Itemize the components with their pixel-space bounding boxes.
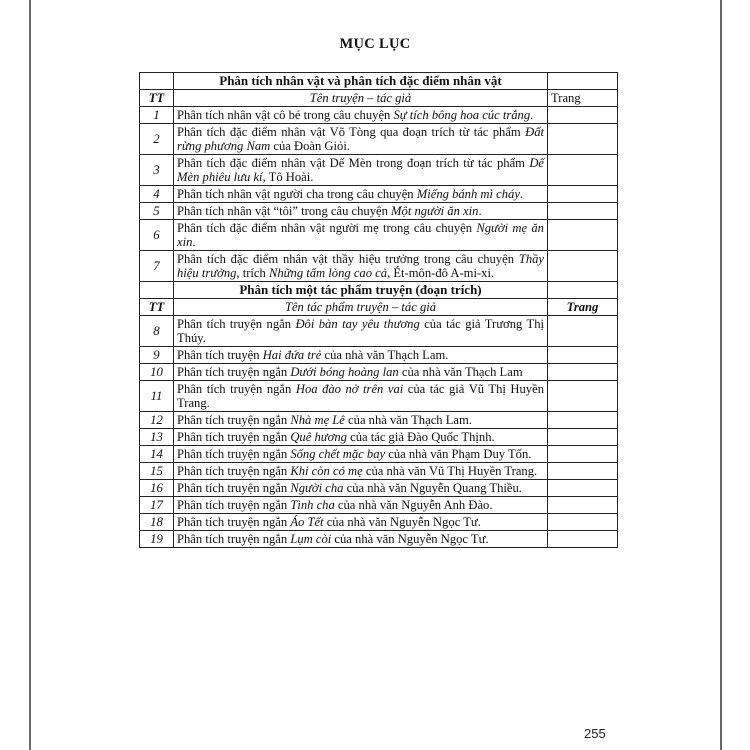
entry-title xyxy=(174,531,548,548)
entry-page xyxy=(548,186,618,203)
toc-row xyxy=(140,203,618,220)
column-title-header: Tên tác phẩm truyện – tác giả xyxy=(174,299,548,316)
entry-number: 10 xyxy=(140,364,174,381)
toc-body xyxy=(140,73,618,548)
section2-header-row xyxy=(140,299,618,316)
entry-page xyxy=(548,446,618,463)
toc-row xyxy=(140,364,618,381)
entry-text: Phân tích truyện ngắn xyxy=(177,447,291,461)
entry-page xyxy=(548,107,618,124)
entry-text: của nhà văn Nguyễn Ngọc Tư. xyxy=(331,532,489,546)
toc-row xyxy=(140,429,618,446)
work-title: Lụm còi xyxy=(290,532,332,546)
entry-text: . xyxy=(192,235,196,249)
work-title: Dế Mèn phiêu lưu kí xyxy=(177,156,544,184)
entry-text: Phân tích nhân vật người cha trong câu chuyện xyxy=(177,187,417,201)
work-title: Khi còn có mẹ xyxy=(290,464,363,478)
entry-title xyxy=(174,514,548,531)
toc-row xyxy=(140,251,618,282)
entry-page xyxy=(548,220,618,251)
entry-text: Phân tích truyện ngắn xyxy=(177,430,291,444)
work-title: Thầy hiệu trưởng xyxy=(177,252,544,280)
entry-number: 8 xyxy=(140,316,174,347)
toc-row xyxy=(140,220,618,251)
entry-page xyxy=(548,497,618,514)
work-title: Miếng bánh mì cháy xyxy=(416,187,520,201)
toc-row xyxy=(140,347,618,364)
toc-row xyxy=(140,480,618,497)
entry-text: Phân tích nhân vật “tôi” trong câu chuyện xyxy=(177,204,392,218)
entry-text: , Ét-môn-đô A-mi-xi. xyxy=(387,266,495,280)
entry-number: 7 xyxy=(140,251,174,282)
entry-title xyxy=(174,316,548,347)
work-title: Nhà mẹ Lê xyxy=(290,413,345,427)
entry-page xyxy=(548,203,618,220)
work-title: Sự tích bông hoa cúc trắng xyxy=(393,108,531,122)
section1-heading: Phân tích nhân vật và phân tích đặc điểm nhân vật xyxy=(174,73,548,90)
entry-number: 9 xyxy=(140,347,174,364)
section2-heading: Phân tích một tác phẩm truyện (đoạn trích) xyxy=(174,282,548,299)
entry-text: của tác giả Vũ Thị Huyền Trang. xyxy=(177,382,544,410)
page-title: MỤC LỤC xyxy=(339,36,411,52)
entry-text: . xyxy=(519,187,524,201)
entry-title xyxy=(174,251,548,282)
entry-number: 12 xyxy=(140,412,174,429)
work-title: Hoa đào nở trên vai xyxy=(295,382,404,396)
work-title: Đôi bàn tay yêu thương xyxy=(295,317,420,331)
work-title: Áo Tết xyxy=(290,515,324,529)
entry-title xyxy=(174,107,548,124)
entry-number: 18 xyxy=(140,514,174,531)
work-title: Hai đứa trẻ xyxy=(262,348,322,362)
entry-title xyxy=(174,463,548,480)
entry-text: của nhà văn Nguyễn Anh Đào. xyxy=(334,498,493,512)
entry-title xyxy=(174,155,548,186)
toc-row xyxy=(140,531,618,548)
column-tt-header: TT xyxy=(140,299,174,316)
column-page-header: Trang xyxy=(548,90,618,107)
entry-text: của nhà văn Thạch Lam. xyxy=(321,348,449,362)
entry-text: Phân tích truyện xyxy=(177,348,263,362)
work-title: Đất rừng phương Nam xyxy=(177,125,544,153)
entry-page xyxy=(548,364,618,381)
entry-text: của Đoàn Giỏi. xyxy=(270,139,350,153)
entry-text: của nhà văn Phạm Duy Tốn. xyxy=(385,447,532,461)
toc-row xyxy=(140,316,618,347)
entry-number: 2 xyxy=(140,124,174,155)
entry-text: Phân tích truyện ngắn xyxy=(177,413,291,427)
work-title: Quê hương xyxy=(290,430,347,444)
entry-number: 3 xyxy=(140,155,174,186)
entry-text: của nhà văn Thạch Lam. xyxy=(344,413,472,427)
entry-text: Phân tích đặc điểm nhân vật Võ Tòng qua đoạn trích từ tác phẩm xyxy=(177,125,526,139)
entry-text: . xyxy=(530,108,534,122)
entry-text: Phân tích truyện ngắn xyxy=(177,481,291,495)
entry-number: 13 xyxy=(140,429,174,446)
entry-text: Phân tích đặc điểm nhân vật người mẹ trong câu chuyện xyxy=(177,221,477,235)
page-number: 255 xyxy=(584,726,606,741)
toc-row xyxy=(140,186,618,203)
entry-title xyxy=(174,124,548,155)
entry-text: Phân tích đặc điểm nhân vật Dế Mèn trong đoạn trích từ tác phẩm xyxy=(177,156,530,170)
work-title: Dưới bóng hoàng lan xyxy=(290,365,399,379)
entry-page xyxy=(548,412,618,429)
entry-page xyxy=(548,480,618,497)
entry-number: 6 xyxy=(140,220,174,251)
entry-page xyxy=(548,124,618,155)
entry-text: của nhà văn Thạch Lam xyxy=(398,365,523,379)
toc-table xyxy=(139,72,618,548)
column-page-header: Trang xyxy=(548,299,618,316)
entry-text: . xyxy=(478,204,482,218)
section1-header-row xyxy=(140,90,618,107)
entry-title xyxy=(174,203,548,220)
entry-text: của nhà văn Nguyễn Ngọc Tư. xyxy=(323,515,481,529)
entry-title xyxy=(174,347,548,364)
entry-number: 14 xyxy=(140,446,174,463)
entry-text: , Tô Hoài. xyxy=(262,170,314,184)
work-title: Tình cha xyxy=(290,498,335,512)
entry-text: của nhà văn Vũ Thị Huyền Trang. xyxy=(362,464,538,478)
entry-text: Phân tích truyện ngắn xyxy=(177,365,291,379)
entry-title xyxy=(174,480,548,497)
entry-number: 15 xyxy=(140,463,174,480)
column-tt-header: TT xyxy=(140,90,174,107)
work-title: Người mẹ ăn xin xyxy=(177,221,544,249)
entry-text: Phân tích truyện ngắn xyxy=(177,515,291,529)
entry-page xyxy=(548,514,618,531)
entry-text: của tác giả Đào Quốc Thịnh. xyxy=(346,430,495,444)
entry-page xyxy=(548,463,618,480)
entry-page xyxy=(548,251,618,282)
entry-text: của tác giả Trương Thị Thúy. xyxy=(177,317,544,345)
entry-number: 17 xyxy=(140,497,174,514)
work-title: Một người ăn xin xyxy=(391,204,479,218)
entry-text: Phân tích đặc điểm nhân vật thầy hiệu trưởng trong câu chuyện xyxy=(177,252,519,266)
entry-text: của nhà văn Nguyễn Quang Thiều. xyxy=(343,481,522,495)
work-title: Người cha xyxy=(290,481,344,495)
toc-row xyxy=(140,497,618,514)
entry-title xyxy=(174,186,548,203)
toc-row xyxy=(140,514,618,531)
toc-row xyxy=(140,107,618,124)
entry-number: 11 xyxy=(140,381,174,412)
entry-title xyxy=(174,429,548,446)
entry-page xyxy=(548,429,618,446)
entry-title xyxy=(174,364,548,381)
entry-text: Phân tích truyện ngắn xyxy=(177,532,291,546)
toc-row xyxy=(140,124,618,155)
entry-text: Phân tích truyện ngắn xyxy=(177,498,291,512)
work-title: Những tấm lòng cao cả xyxy=(268,266,388,280)
toc-row xyxy=(140,463,618,480)
entry-title xyxy=(174,412,548,429)
toc-row xyxy=(140,155,618,186)
entry-title xyxy=(174,446,548,463)
entry-number: 4 xyxy=(140,186,174,203)
entry-number: 5 xyxy=(140,203,174,220)
entry-number: 19 xyxy=(140,531,174,548)
column-title-header: Tên truyện – tác giả xyxy=(174,90,548,107)
toc-row xyxy=(140,381,618,412)
toc-row xyxy=(140,412,618,429)
toc-row xyxy=(140,446,618,463)
entry-text: Phân tích nhân vật cô bé trong câu chuyện xyxy=(177,108,394,122)
entry-page xyxy=(548,316,618,347)
entry-title xyxy=(174,220,548,251)
entry-page xyxy=(548,155,618,186)
entry-text: Phân tích truyện ngắn xyxy=(177,464,291,478)
entry-text: Phân tích truyện ngắn xyxy=(177,382,296,396)
section2-heading-row xyxy=(140,282,618,299)
entry-text: , trích xyxy=(236,266,269,280)
entry-page xyxy=(548,531,618,548)
work-title: Sống chết mặc bay xyxy=(290,447,386,461)
section1-heading-row xyxy=(140,73,618,90)
entry-title xyxy=(174,497,548,514)
entry-number: 1 xyxy=(140,107,174,124)
entry-text: Phân tích truyện ngắn xyxy=(177,317,296,331)
entry-number: 16 xyxy=(140,480,174,497)
entry-page xyxy=(548,347,618,364)
entry-page xyxy=(548,381,618,412)
entry-title xyxy=(174,381,548,412)
